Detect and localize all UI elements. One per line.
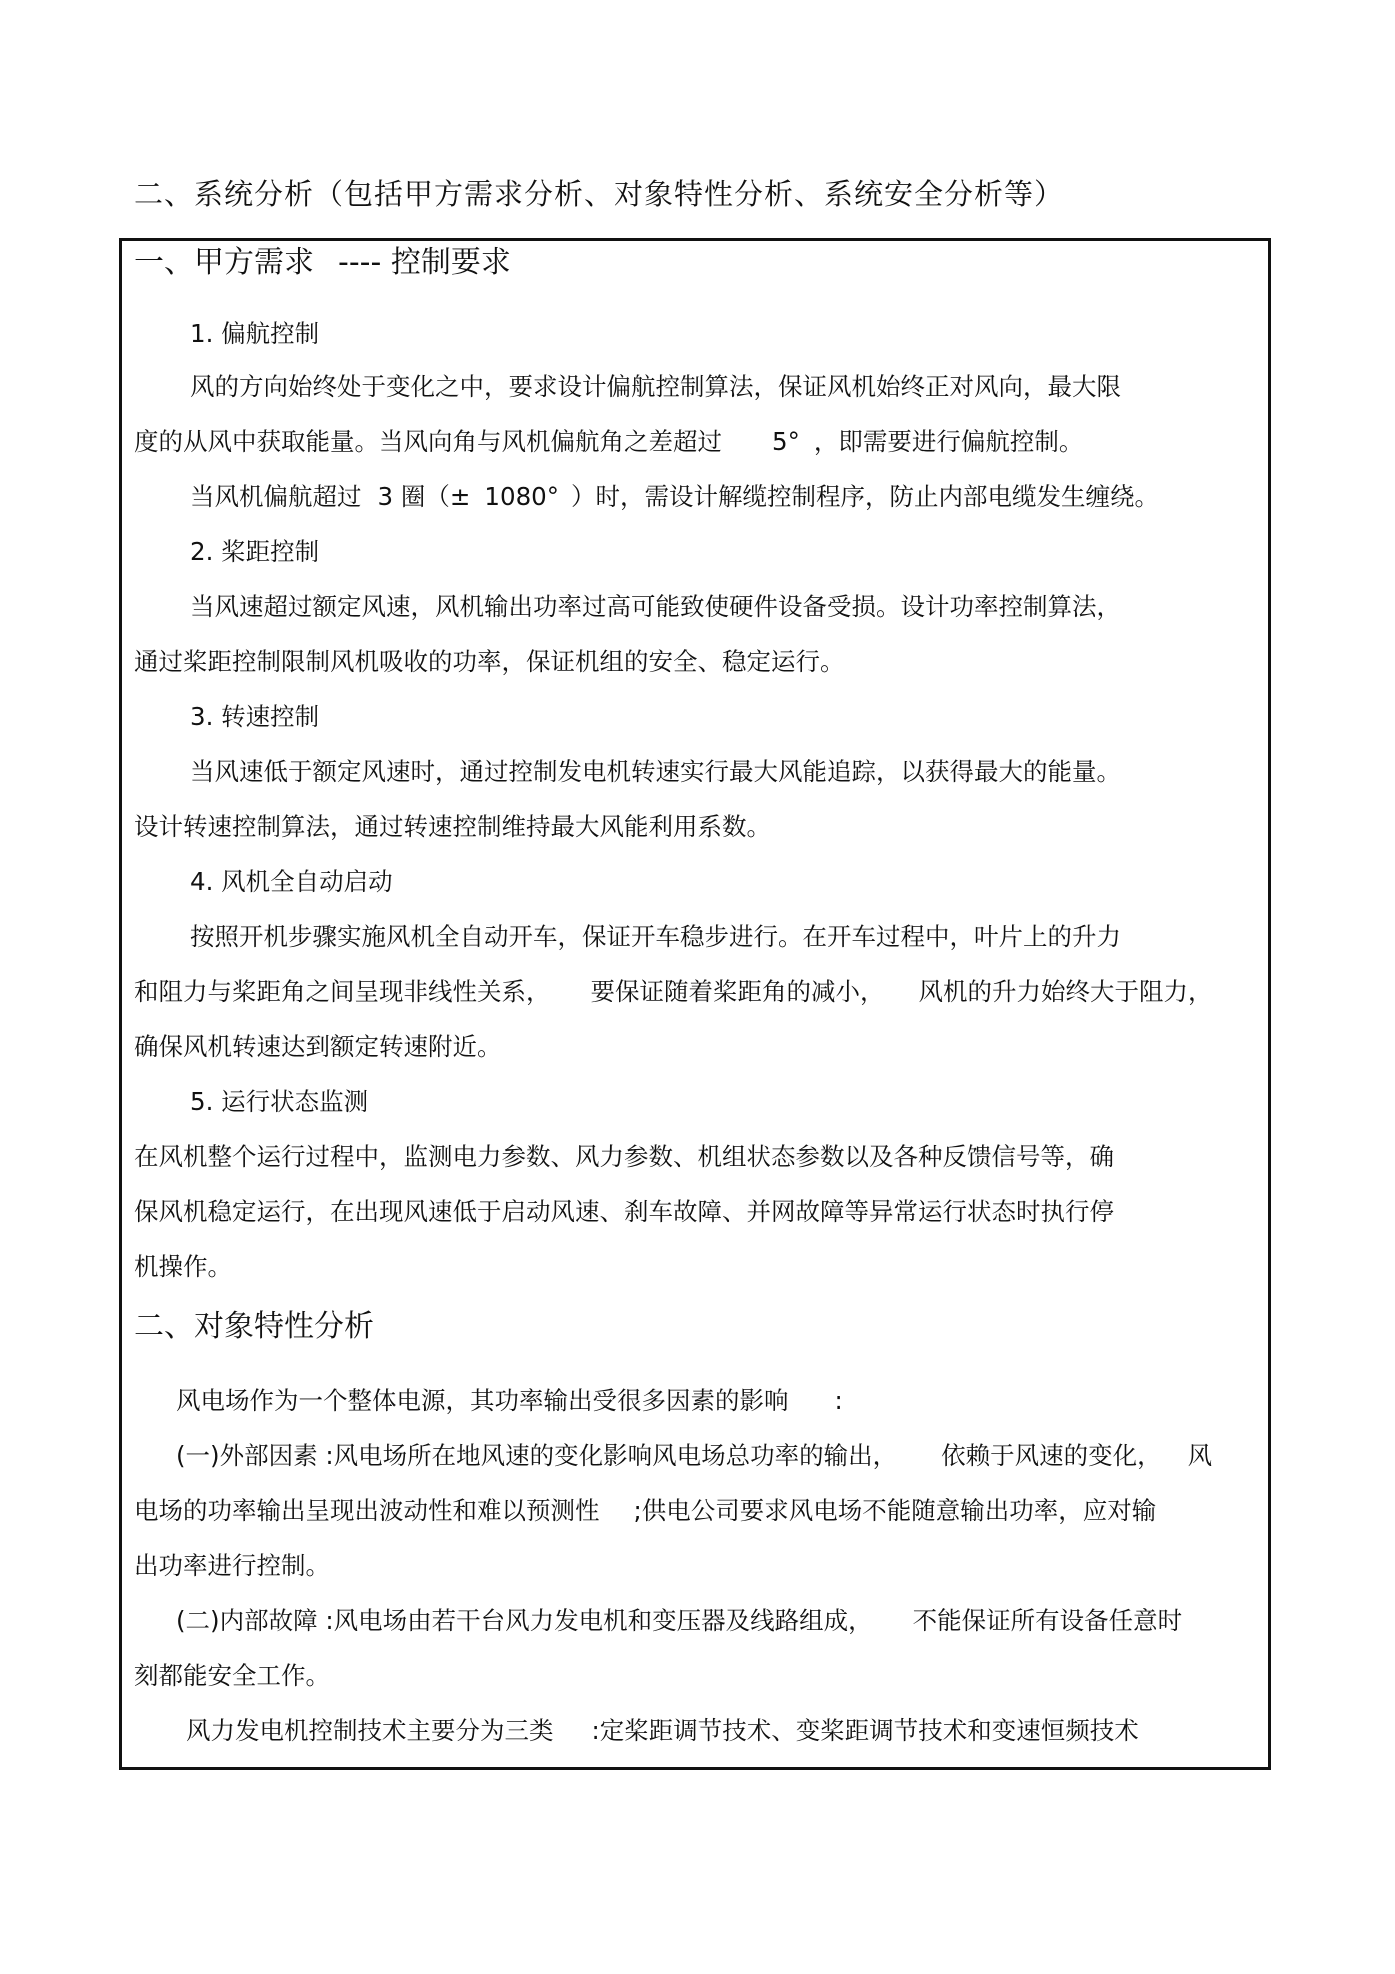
paragraph-line	[186, 1715, 1139, 1747]
text-run: ，即需要进行偏航控制。	[813, 427, 1084, 456]
paragraph-line: 当风速超过额定风速，风机输出功率过高可能致使硬件设备受损。设计功率控制算法，	[190, 592, 1121, 621]
text-run: 风电场作为一个整体电源，其功率输出受很多因素的影响	[176, 1386, 789, 1415]
section-title-b: ---- 控制要求	[338, 245, 511, 280]
paragraph-line: 风的方向始终处于变化之中，要求设计偏航控制算法，保证风机始终正对风向，最大限	[190, 372, 1121, 401]
item-heading: 3. 转速控制	[190, 702, 320, 731]
text-run: 1080°	[484, 482, 560, 511]
text-run: ）时，需设计解缆控制程序，防止内部电缆发生缠绕。	[571, 482, 1160, 511]
text-run: 当风机偏航超过	[190, 482, 362, 511]
text-run: (二)内部故障 :风电场由若干台风力发电机和变压器及线路组成，	[176, 1606, 873, 1635]
text-run: 度的从风中获取能量。当风向角与风机偏航角之差超过	[134, 427, 722, 456]
item-heading: 5. 运行状态监测	[190, 1087, 369, 1116]
text-run: 风力发电机控制技术主要分为三类	[186, 1716, 554, 1745]
text-run: 要保证随着桨距角的减小，	[590, 977, 885, 1006]
paragraph-line: 确保风机转速达到额定转速附近。	[134, 1032, 502, 1061]
paragraph-line	[134, 426, 1083, 458]
paragraph-line: 刻都能安全工作。	[134, 1661, 330, 1690]
paragraph-line	[134, 976, 1213, 1008]
text-run: (一)外部因素 :风电场所在地风速的变化影响风电场总功率的输出，	[176, 1441, 898, 1470]
text-run: 风机的升力始终大于阻力，	[918, 977, 1213, 1006]
text-run: 不能保证所有设备任意时	[912, 1606, 1183, 1635]
paragraph-line	[176, 1385, 843, 1417]
section-title: 二、对象特性分析	[134, 1309, 374, 1344]
paragraph-line	[134, 1495, 1156, 1527]
text-run: 风	[1187, 1441, 1213, 1470]
text-run: ;供电公司要求风电场不能随意输出功率，应对输	[633, 1496, 1157, 1525]
paragraph-line: 设计转速控制算法，通过转速控制维持最大风能利用系数。	[134, 812, 771, 841]
section-title	[134, 244, 511, 282]
text-run: 电场的功率输出呈现出波动性和难以预测性	[134, 1496, 600, 1525]
paragraph-line: 通过桨距控制限制风机吸收的功率，保证机组的安全、稳定运行。	[134, 647, 845, 676]
text-run: 3 圈（±	[377, 482, 471, 511]
text-run: 和阻力与桨距角之间呈现非线性关系，	[134, 977, 551, 1006]
paragraph-line: 出功率进行控制。	[134, 1551, 330, 1580]
paragraph-line	[176, 1440, 1212, 1472]
page-heading: 二、系统分析（包括甲方需求分析、对象特性分析、系统安全分析等）	[134, 177, 1065, 211]
text-run: 5°	[772, 427, 800, 456]
paragraph-line: 当风速低于额定风速时，通过控制发电机转速实行最大风能追踪，以获得最大的能量。	[190, 757, 1121, 786]
paragraph-line	[176, 1605, 1182, 1637]
text-run: :	[834, 1386, 843, 1415]
text-run: 依赖于风速的变化，	[941, 1441, 1162, 1470]
text-run: :定桨距调节技术、变桨距调节技术和变速恒频技术	[591, 1716, 1139, 1745]
section-title-a: 一、甲方需求	[134, 245, 314, 280]
item-heading: 1. 偏航控制	[190, 319, 320, 348]
paragraph-line	[190, 481, 1159, 513]
content-box	[119, 238, 1271, 1770]
item-heading: 4. 风机全自动启动	[190, 867, 393, 896]
item-heading: 2. 桨距控制	[190, 537, 320, 566]
paragraph-line: 机操作。	[134, 1252, 232, 1281]
paragraph-line: 在风机整个运行过程中，监测电力参数、风力参数、机组状态参数以及各种反馈信号等，确	[134, 1142, 1114, 1171]
paragraph-line: 按照开机步骤实施风机全自动开车，保证开车稳步进行。在开车过程中，叶片上的升力	[190, 922, 1121, 951]
paragraph-line: 保风机稳定运行，在出现风速低于启动风速、刹车故障、并网故障等异常运行状态时执行停	[134, 1197, 1114, 1226]
